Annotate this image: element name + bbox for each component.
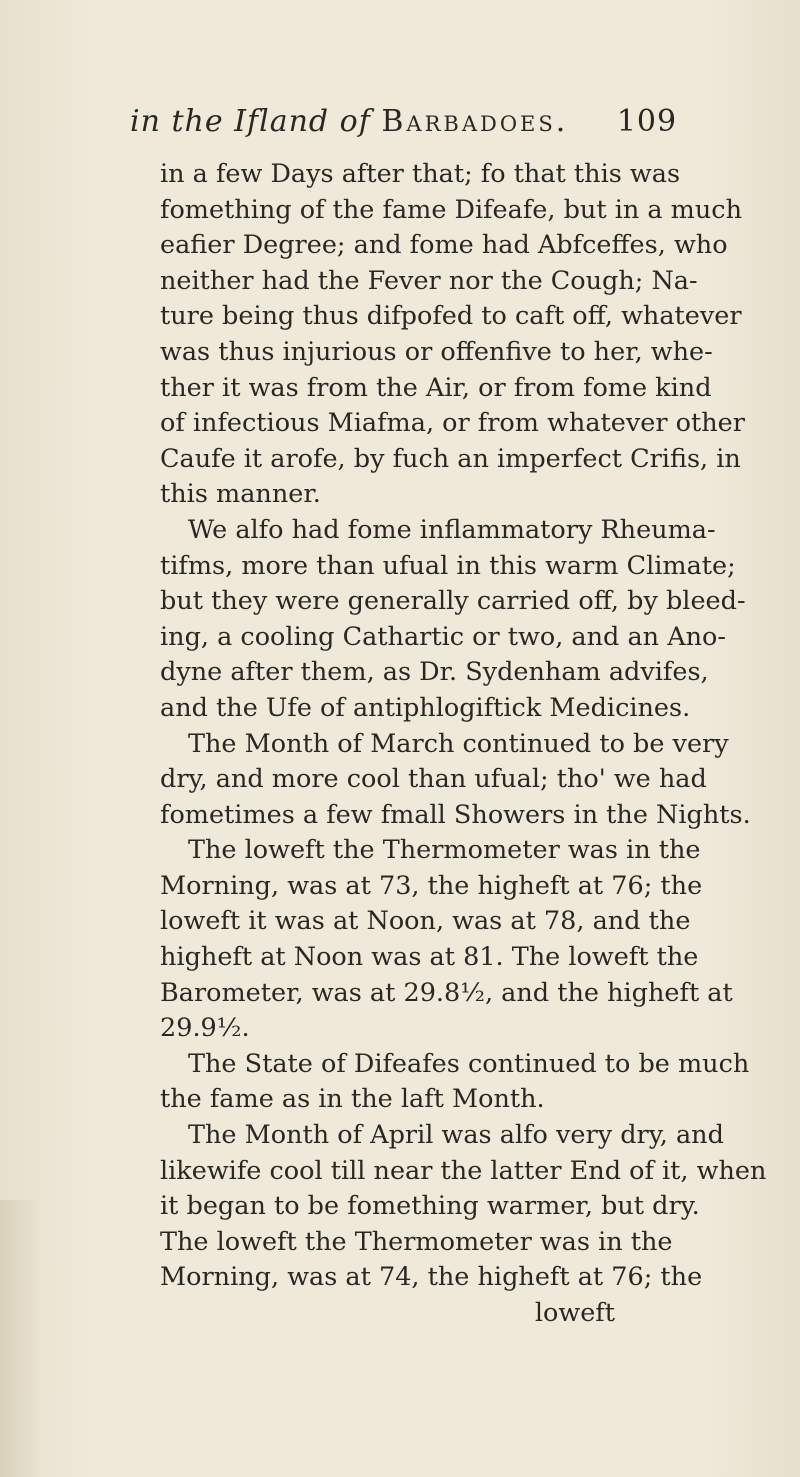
text-line: it began to be fomething warmer, but dry.	[160, 1191, 700, 1222]
page-edge-shadow	[0, 1200, 40, 1477]
text-line: likewife cool till near the latter End of it, when	[160, 1155, 767, 1186]
catchword: loweft	[534, 1298, 615, 1328]
header-place: Barbadoes.	[381, 104, 569, 139]
text-line: of infectious Miafma, or from whatever other	[160, 408, 745, 439]
text-line: tifms, more than ufual in this warm Climate;	[160, 550, 736, 581]
page-number: 109	[616, 104, 678, 139]
text-line: loweft it was at Noon, was at 78, and the	[160, 906, 691, 937]
text-line: Morning, was at 74, the higheft at 76; the	[160, 1262, 703, 1293]
header-island: Ifland of	[234, 104, 371, 139]
text-line: ture being thus difpofed to caft off, whatever	[160, 301, 742, 332]
text-line: the fame as in the laft Month.	[160, 1084, 545, 1115]
text-line: fomething of the fame Difeafe, but in a much	[160, 194, 742, 225]
text-line: dyne after them, as Dr. Sydenham advifes,	[160, 657, 709, 688]
text-line: The loweft the Thermometer was in the	[160, 1226, 673, 1257]
text-line: eafier Degree; and fome had Abfceffes, who	[160, 230, 728, 261]
text-line: was thus injurious or offenfive to her, whe-	[160, 336, 713, 367]
text-line: dry, and more cool than ufual; tho' we had	[160, 764, 707, 795]
running-header	[130, 104, 678, 139]
text-line: but they were generally carried off, by bleed-	[160, 586, 746, 617]
text-line: The Month of March continued to be very	[188, 728, 729, 759]
text-line: higheft at Noon was at 81. The loweft the	[160, 942, 699, 973]
body-text	[160, 157, 767, 1332]
text-line: and the Ufe of antiphlogiftick Medicines.	[160, 692, 691, 723]
text-line: Caufe it arofe, by fuch an imperfect Crifis, in	[160, 443, 741, 474]
text-line: Barometer, was at 29.8½, and the higheft at	[160, 977, 733, 1008]
text-line: neither had the Fever nor the Cough; Na-	[160, 265, 698, 296]
text-line: The Month of April was alfo very dry, and	[188, 1120, 724, 1151]
text-line: in a few Days after that; fo that this was	[160, 159, 681, 189]
text-line: 29.9½.	[160, 1013, 250, 1044]
header-prefix: in the	[130, 104, 224, 139]
text-line: The loweft the Thermometer was in the	[188, 835, 701, 866]
text-line: fometimes a few fmall Showers in the Nights.	[160, 799, 751, 830]
text-line: Morning, was at 73, the higheft at 76; the	[160, 870, 703, 901]
text-line: We alfo had fome inflammatory Rheuma-	[188, 514, 716, 545]
text-line: The State of Difeafes continued to be much	[188, 1048, 750, 1079]
text-line: ther it was from the Air, or from fome kind	[160, 372, 712, 403]
text-line: ing, a cooling Cathartic or two, and an Ano-	[160, 621, 727, 652]
text-line: this manner.	[160, 479, 321, 510]
